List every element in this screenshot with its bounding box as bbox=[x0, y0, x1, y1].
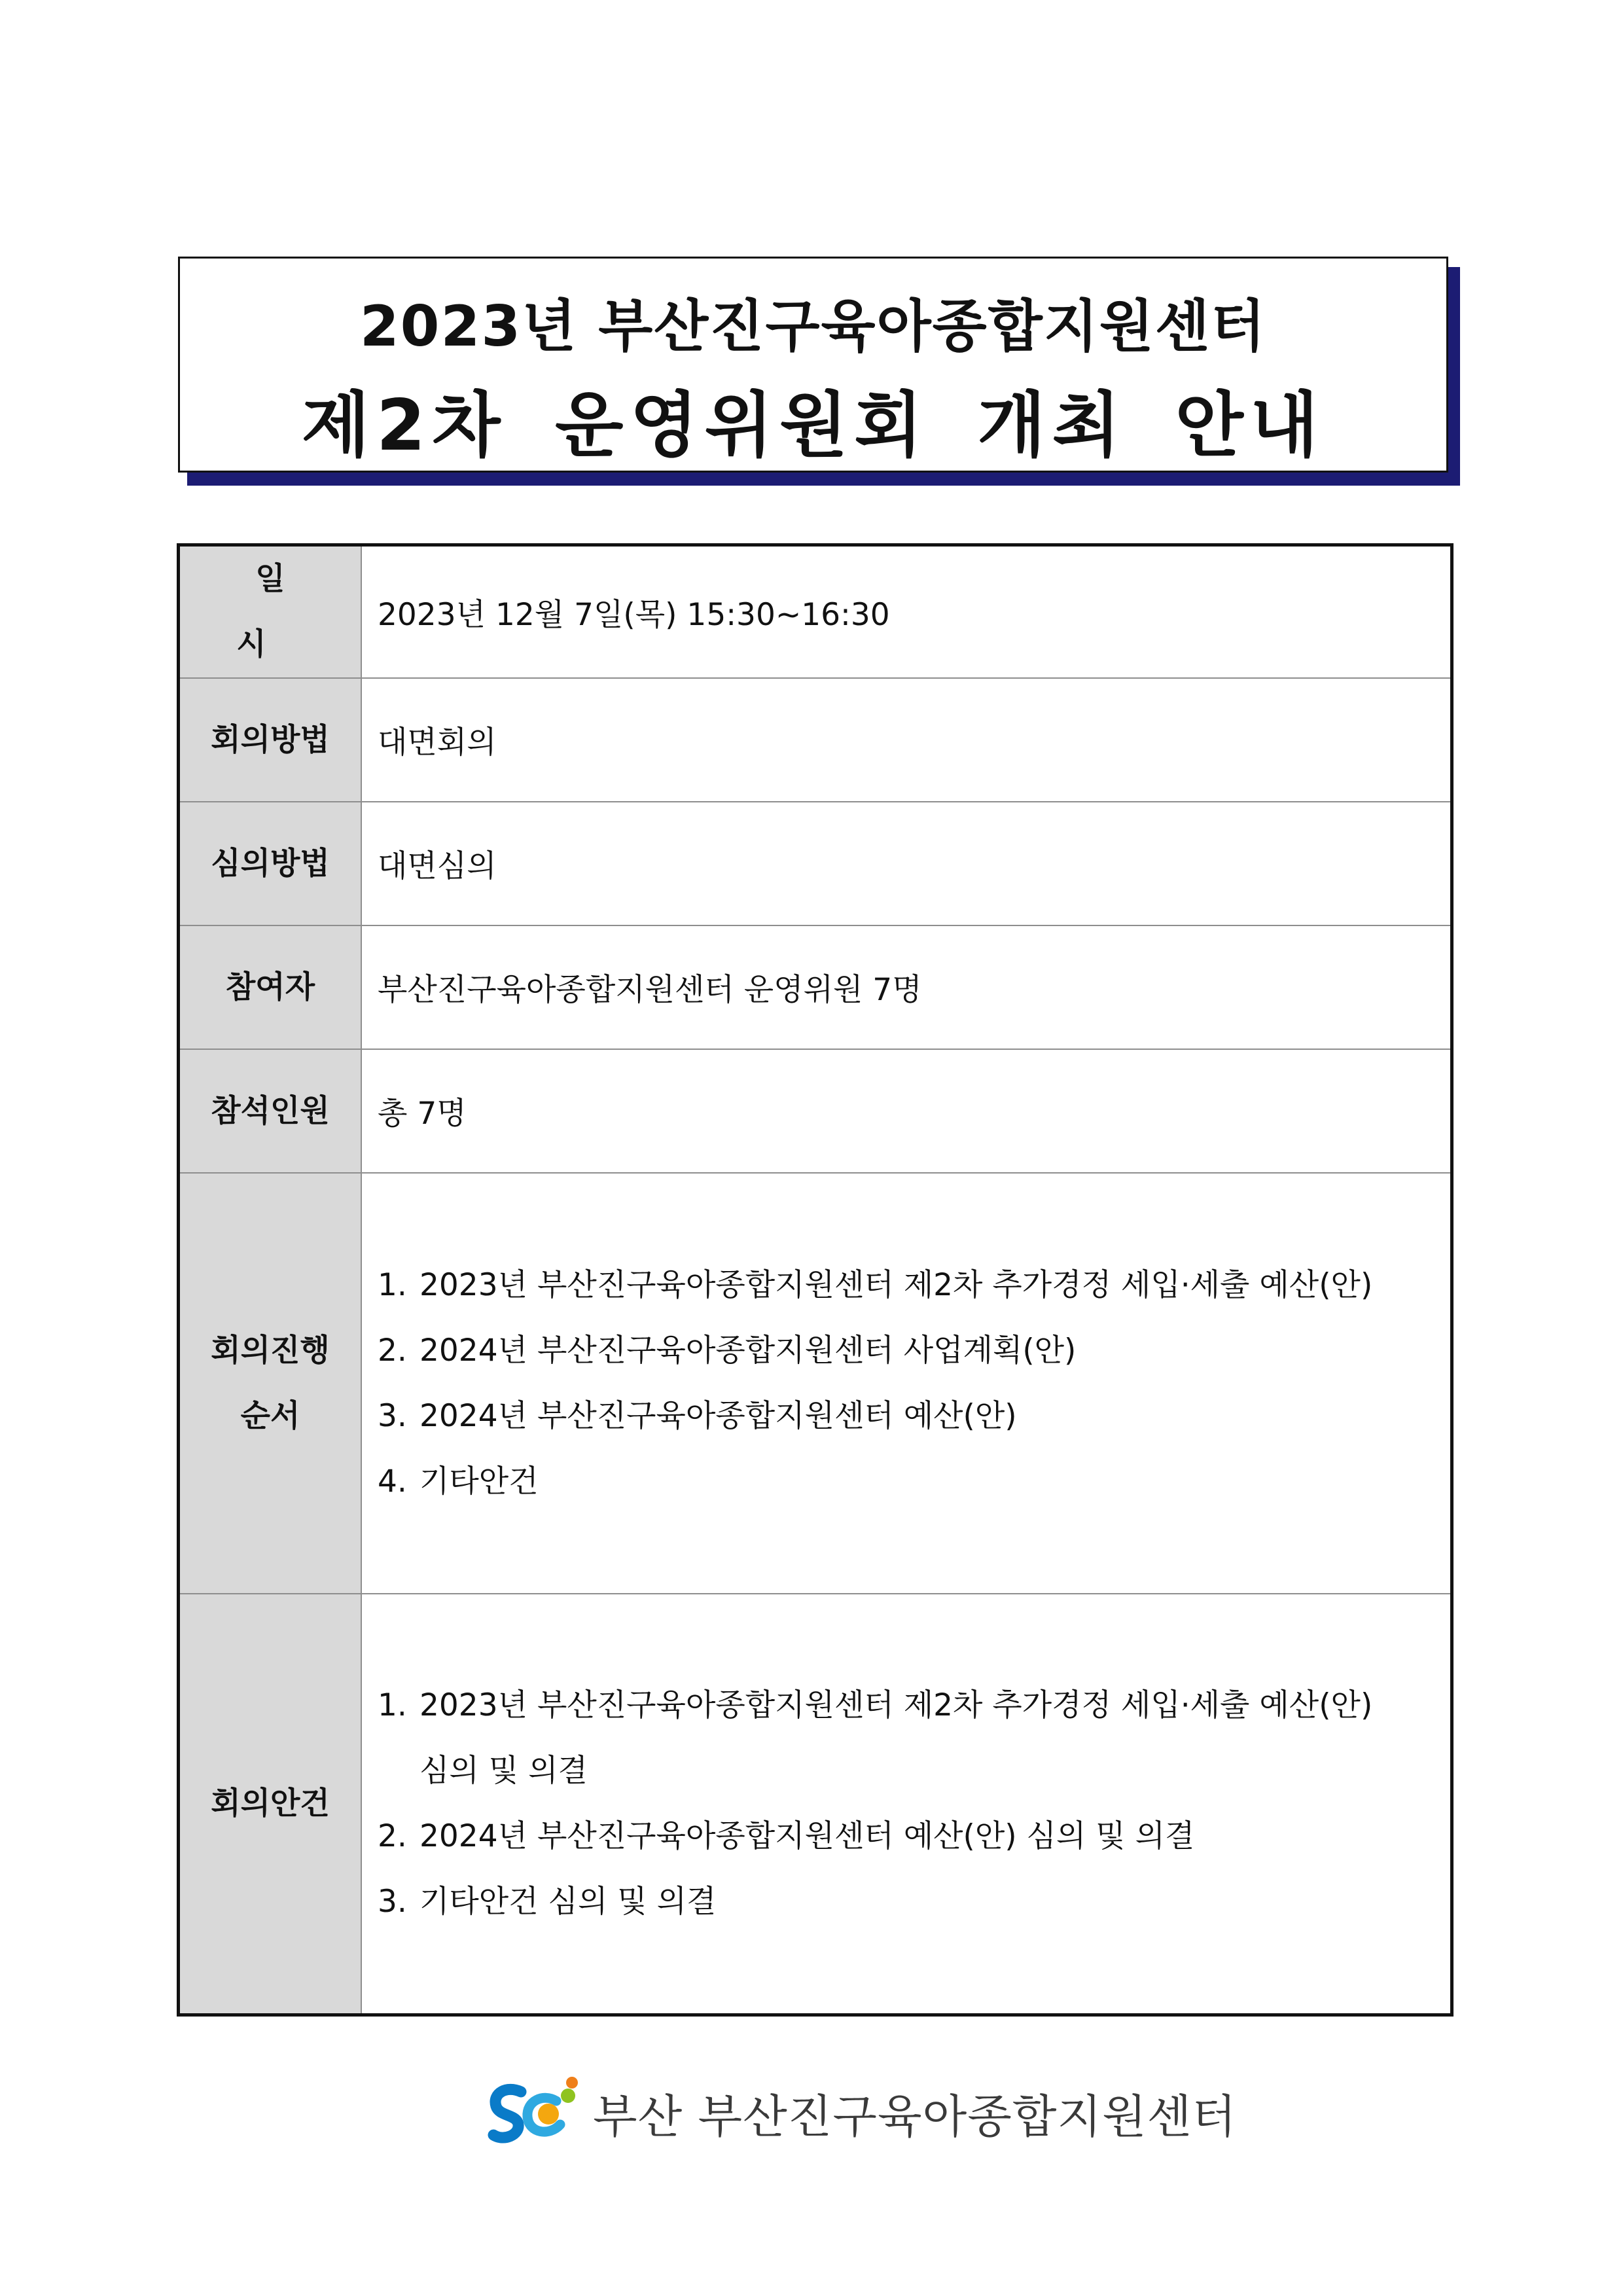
title-box bbox=[178, 257, 1448, 473]
footer-org-name: 부산 부산진구육아종합지원센터 bbox=[593, 2089, 1237, 2144]
table-row bbox=[179, 925, 1452, 1049]
label-order-line-2: 순서 bbox=[240, 1397, 300, 1434]
label-order-line-1: 회의진행 bbox=[211, 1332, 330, 1369]
list-item: 1. 2023년 부산진구육아종합지원센터 제2차 추가경정 세입·세출 예산(안) 심의 및 의결 bbox=[378, 1687, 1373, 1789]
label-date: 일 시 bbox=[179, 545, 362, 679]
label-order bbox=[179, 1173, 362, 1594]
table-row bbox=[179, 1594, 1452, 2015]
label-method: 회의방법 bbox=[179, 678, 362, 802]
table-row bbox=[179, 1173, 1452, 1594]
list-item: 2. 2024년 부산진구육아종합지원센터 사업계획(안) bbox=[378, 1332, 1077, 1369]
label-participants: 참여자 bbox=[179, 925, 362, 1049]
list-item: 2. 2024년 부산진구육아종합지원센터 예산(안) 심의 및 의결 bbox=[378, 1818, 1195, 1854]
title-line-1: 2023년 부산진구육아종합지원센터 bbox=[359, 294, 1267, 359]
value-review: 대면심의 bbox=[361, 802, 1452, 925]
order-list bbox=[378, 1253, 1450, 1515]
label-attendance: 참석인원 bbox=[179, 1049, 362, 1173]
value-participants: 부산진구육아종합지원센터 운영위원 7명 bbox=[361, 925, 1452, 1049]
list-item: 4. 기타안건 bbox=[378, 1463, 539, 1499]
table-row bbox=[179, 802, 1452, 925]
table-row bbox=[179, 678, 1452, 802]
table-row bbox=[179, 545, 1452, 679]
value-order bbox=[361, 1173, 1452, 1594]
value-method: 대면회의 bbox=[361, 678, 1452, 802]
list-item: 3. 2024년 부산진구육아종합지원센터 예산(안) bbox=[378, 1397, 1017, 1434]
list-item: 3. 기타안건 심의 및 의결 bbox=[378, 1883, 717, 1920]
label-agenda: 회의안건 bbox=[179, 1594, 362, 2015]
busan-logo-icon bbox=[483, 2073, 581, 2152]
label-review: 심의방법 bbox=[179, 802, 362, 925]
title-line-2: 제2차 운영위원회 개최 안내 bbox=[301, 385, 1325, 467]
list-item: 1. 2023년 부산진구육아종합지원센터 제2차 추가경정 세입·세출 예산(안) bbox=[378, 1266, 1373, 1303]
value-attendance: 총 7명 bbox=[361, 1049, 1452, 1173]
table-row bbox=[179, 1049, 1452, 1173]
footer-logo bbox=[483, 2073, 1237, 2152]
meeting-info-table bbox=[177, 543, 1454, 2017]
value-agenda bbox=[361, 1594, 1452, 2015]
agenda-list bbox=[378, 1673, 1450, 1935]
value-date: 2023년 12월 7일(목) 15:30~16:30 bbox=[361, 545, 1452, 679]
